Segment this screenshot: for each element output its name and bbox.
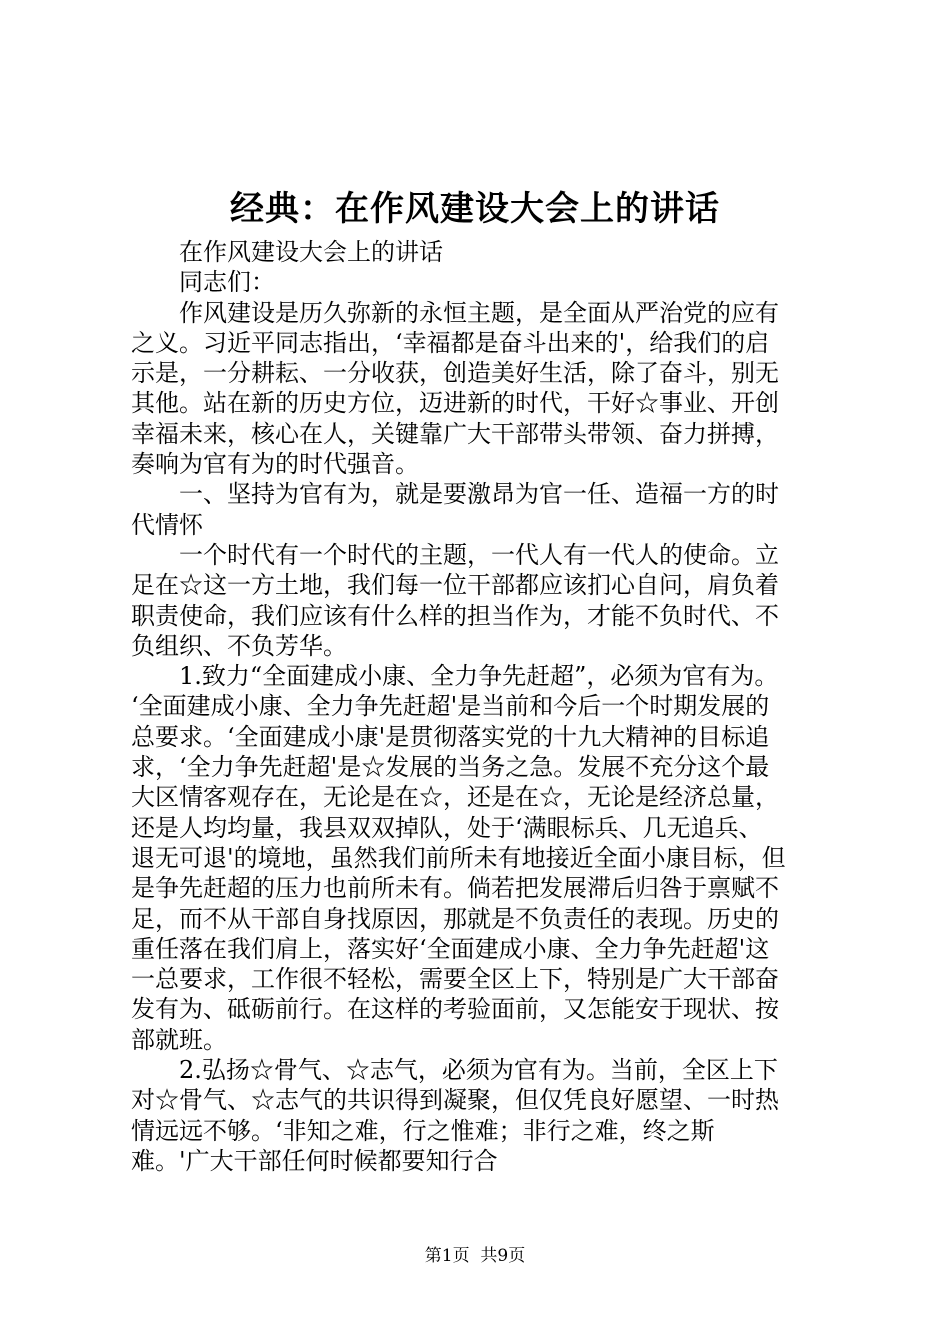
text-line: 退无可退'的境地，虽然我们前所未有地接近全面小康目标，但 <box>131 843 786 872</box>
text-line: 大区情客观存在，无论是在☆，还是在☆，无论是经济总量， <box>131 783 779 812</box>
text-line: 足，而不从干部自身找原因，那就是不负责任的表现。历史的 <box>131 904 779 933</box>
text-line: 在作风建设大会上的讲话 <box>179 238 443 266</box>
text-line: 情远远不够。‘非知之难，行之惟难；非行之难，终之斯 <box>131 1116 715 1145</box>
text-line: 奏响为官有为的时代强音。 <box>131 450 419 479</box>
text-line: 总要求。‘全面建成小康'是贯彻落实党的十九大精神的目标追 <box>131 722 770 751</box>
text-line: 负组织、不负芳华。 <box>131 631 347 660</box>
text-line: 作风建设是历久弥新的永恒主题，是全面从严治党的应有 <box>179 298 779 327</box>
text-line: 示是，一分耕耘、一分收获，创造美好生活，除了奋斗，别无 <box>131 359 779 388</box>
text-line: 1.致力“全面建成小康、全力争先赶超”，必须为官有为。 <box>179 662 779 691</box>
text-line: 一、坚持为官有为，就是要激昂为官一任、造福一方的时 <box>179 480 779 509</box>
text-line: 之义。习近平同志指出，‘幸福都是奋斗出来的'，给我们的启 <box>131 328 770 357</box>
text-line: ‘全面建成小康、全力争先赶超'是当前和今后一个时期发展的 <box>131 692 770 721</box>
text-line: 职责使命，我们应该有什么样的担当作为，才能不负时代、不 <box>131 601 779 630</box>
text-line: 难。'广大干部任何时候都要知行合 <box>131 1146 498 1175</box>
text-line: 是争先赶超的压力也前所未有。倘若把发展滞后归咎于禀赋不 <box>131 874 779 903</box>
text-line: 部就班。 <box>131 1025 227 1054</box>
text-line: 足在☆这一方土地，我们每一位干部都应该扪心自问，肩负着 <box>131 571 779 600</box>
text-line: 求，‘全力争先赶超'是☆发展的当务之急。发展不充分这个最 <box>131 753 770 782</box>
document-body <box>131 237 831 1176</box>
text-line: 发有为、砥砺前行。在这样的考验面前，又怎能安于现状、按 <box>131 995 779 1024</box>
text-line: 重任落在我们肩上，落实好‘全面建成小康、全力争先赶超'这 <box>131 934 770 963</box>
text-line: 代情怀 <box>131 510 203 539</box>
text-line: 一总要求，工作很不轻松，需要全区上下，特别是广大干部奋 <box>131 965 779 994</box>
text-line: 幸福未来，核心在人，关键靠广大干部带头带领、奋力拼搏， <box>131 419 779 448</box>
text-line: 对☆骨气、☆志气的共识得到凝聚，但仅凭良好愿望、一时热 <box>131 1086 779 1115</box>
text-line: 其他。站在新的历史方位，迈进新的时代，干好☆事业、开创 <box>131 389 779 418</box>
page-number-footer: 第1页 共9页 <box>424 1246 526 1266</box>
text-line: 还是人均均量，我县双双掉队，处于‘满眼标兵、几无追兵、 <box>131 813 763 842</box>
text-line: 同志们： <box>179 268 275 297</box>
text-line: 一个时代有一个时代的主题，一代人有一代人的使命。立 <box>179 540 779 569</box>
text-line: 2.弘扬☆骨气、☆志气，必须为官有为。当前，全区上下 <box>179 1056 778 1085</box>
document-title: 经典：在作风建设大会上的讲话 <box>230 189 720 229</box>
